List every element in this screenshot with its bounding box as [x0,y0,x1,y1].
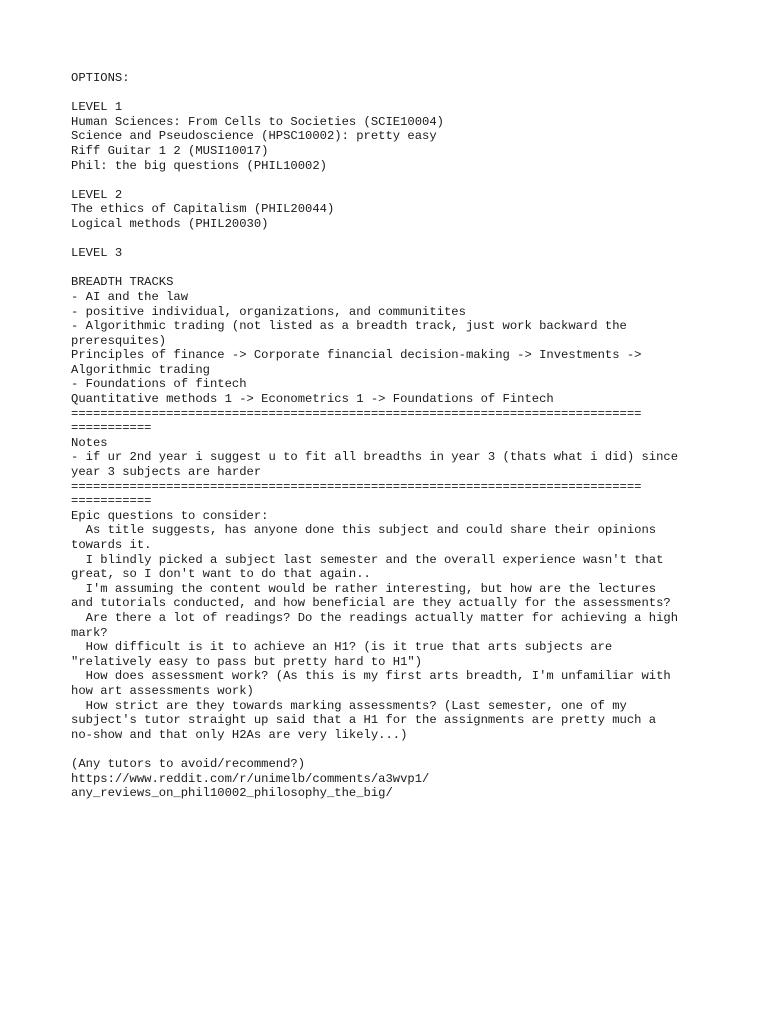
question-line: I'm assuming the content would be rather interesting, but how are the lectures [71,581,657,596]
subject-line: Science and Pseudoscience (HPSC10002): pretty easy [71,129,437,144]
reference-url[interactable]: any_reviews_on_phil10002_philosophy_the_big/ [71,786,393,801]
subject-line: Human Sciences: From Cells to Societies (SCIE10004) [71,114,444,129]
question-line: towards it. [71,538,152,552]
note-line: - if ur 2nd year i suggest u to fit all breadths in year 3 (thats what i did) since [71,450,679,465]
heading-level-3: LEVEL 3 [71,246,123,261]
reference-url[interactable]: https://www.reddit.com/r/unimelb/comments/a3wvp1/ [71,771,430,786]
question-line: As title suggests, has anyone done this subject and could share their opinions [71,523,657,538]
question-line: How difficult is it to achieve an H1? (is it true that arts subjects are [71,640,613,655]
subject-line: Phil: the big questions (PHIL10002) [71,158,327,173]
separator-line: =========== [71,421,152,436]
question-line: "relatively easy to pass but pretty hard to H1") [71,654,423,669]
separator-line: ============================================================================== [71,406,642,421]
subject-line: Logical methods (PHIL20030) [71,216,269,231]
track-path-line: Principles of finance -> Corporate financial decision-making -> Investments -> [71,348,642,363]
heading-breadth-tracks: BREADTH TRACKS [71,275,174,290]
track-path-line: Algorithmic trading [71,362,210,377]
track-line: - positive individual, organizations, and communitites [71,304,466,319]
subject-line: Riff Guitar 1 2 (MUSI10017) [71,143,269,158]
blank-line [71,173,707,188]
blank-line [71,232,707,247]
separator-line: =========== [71,494,152,509]
subject-line: The ethics of Capitalism (PHIL20044) [71,202,335,217]
question-line: How strict are they towards marking assessments? (Last semester, one of my [71,698,627,713]
blank-line [71,261,707,276]
separator-line: ============================================================================== [71,479,642,494]
question-line: how art assessments work) [71,683,254,698]
question-line: no-show and that only H2As are very likely...) [71,727,408,742]
question-line: I blindly picked a subject last semester and the overall experience wasn't that [71,552,664,567]
track-line: preresquites) [71,333,167,348]
question-line: and tutorials conducted, and how beneficial are they actually for the assessments? [71,596,671,611]
heading-level-2: LEVEL 2 [71,187,123,202]
document-page [71,71,707,801]
track-line: - Foundations of fintech [71,377,247,392]
track-line: - Algorithmic trading (not listed as a breadth track, just work backward the [71,319,627,334]
question-line: great, so I don't want to do that again.. [71,567,371,582]
track-line: - AI and the law [71,289,189,304]
question-line: mark? [71,625,108,640]
tutors-question: (Any tutors to avoid/recommend?) [71,756,306,771]
heading-options: OPTIONS: [71,71,130,85]
heading-notes: Notes [71,435,108,450]
question-line: subject's tutor straight up said that a H1 for the assignments are pretty much a [71,713,657,728]
blank-line [71,742,707,757]
question-line: How does assessment work? (As this is my first arts breadth, I'm unfamiliar with [71,669,671,684]
heading-level-1: LEVEL 1 [71,100,123,115]
track-path-line: Quantitative methods 1 -> Econometrics 1 -> Foundations of Fintech [71,392,554,407]
heading-epic-questions: Epic questions to consider: [71,508,269,523]
question-line: Are there a lot of readings? Do the readings actually matter for achieving a high [71,610,679,625]
note-line: year 3 subjects are harder [71,465,262,480]
blank-line [71,86,707,101]
